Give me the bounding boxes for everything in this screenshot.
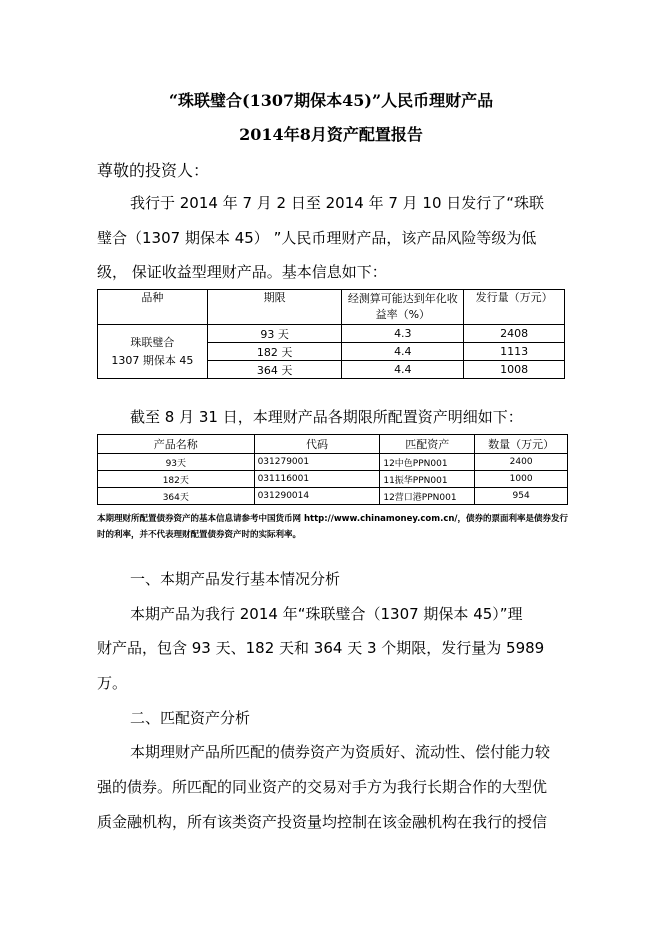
table-footnote: 本期理财所配置债券资产的基本信息请参考中国货币网 http://www.chinamoney.com.cn/，债券的票面利率是债券发行时的利率，并不代表理财配置债券资产时的实际利率。	[97, 514, 569, 540]
quantity-cell: 2400	[475, 454, 568, 471]
section1-line-2: 财产品，包含 93 天、182 天和 364 天 3 个期限，发行量为 5989	[97, 639, 545, 657]
section1-line-1: 本期产品为我行 2014 年“珠联璧合（1307 期保本 45）”理	[130, 605, 523, 623]
asset-cell: 11振华PPN001	[380, 471, 475, 488]
term-cell: 182 天	[207, 343, 342, 361]
table-row	[98, 488, 568, 505]
header-quantity: 数量（万元）	[475, 435, 568, 454]
amount-cell: 1008	[464, 361, 565, 379]
intro-line-2: 璧合（1307 期保本 45） ”人民币理财产品，该产品风险等级为低	[97, 229, 537, 247]
section2-heading: 二、匹配资产分析	[130, 709, 251, 727]
greeting: 尊敬的投资人：	[97, 161, 210, 180]
rate-cell: 4.3	[342, 325, 464, 343]
intro-line-3: 级， 保证收益型理财产品。基本信息如下：	[97, 263, 387, 281]
section2-line-1: 本期理财产品所匹配的债券资产为资质好、流动性、偿付能力较	[130, 743, 551, 761]
table-header-row	[98, 435, 568, 454]
asset-cell: 12营口港PPN001	[380, 488, 475, 505]
section2-line-3: 质金融机构，所有该类资产投资量均控制在该金融机构在我行的授信	[97, 813, 548, 831]
amount-cell: 1113	[464, 343, 565, 361]
product-name-cell: 182天	[98, 471, 255, 488]
quantity-cell: 1000	[475, 471, 568, 488]
rate-cell: 4.4	[342, 343, 464, 361]
header-product-name: 产品名称	[98, 435, 255, 454]
table-header-row	[98, 290, 565, 325]
term-cell: 93 天	[207, 325, 342, 343]
header-variety: 品种	[98, 290, 208, 325]
header-code: 代码	[254, 435, 380, 454]
header-yield: 经测算可能达到年化收益率（%）	[342, 290, 464, 325]
section1-heading: 一、本期产品发行基本情况分析	[130, 570, 341, 588]
product-name-cell: 93天	[98, 454, 255, 471]
report-title-line2: 2014年8月资产配置报告	[239, 125, 423, 144]
rate-cell: 4.4	[342, 361, 464, 379]
asset-cell: 12中色PPN001	[380, 454, 475, 471]
section1-line-3: 万。	[97, 674, 128, 692]
product-name-cell: 珠联璧合 1307 期保本 45	[98, 325, 208, 379]
table-row	[98, 471, 568, 488]
section2-line-2: 强的债券。所匹配的同业资产的交易对手方为我行长期合作的大型优	[97, 778, 548, 796]
header-matched-asset: 匹配资产	[380, 435, 475, 454]
quantity-cell: 954	[475, 488, 568, 505]
code-cell: 031116001	[254, 471, 380, 488]
product-info-table	[97, 289, 565, 379]
intro-line-1: 我行于 2014 年 7 月 2 日至 2014 年 7 月 10 日发行了“珠联	[130, 194, 545, 212]
asset-intro: 截至 8 月 31 日，本理财产品各期限所配置资产明细如下：	[130, 408, 523, 426]
amount-cell: 2408	[464, 325, 565, 343]
product-name-cell: 364天	[98, 488, 255, 505]
term-cell: 364 天	[207, 361, 342, 379]
table-row	[98, 325, 565, 343]
header-term: 期限	[207, 290, 342, 325]
table-row	[98, 454, 568, 471]
header-issue-amount: 发行量（万元）	[464, 290, 565, 325]
code-cell: 031290014	[254, 488, 380, 505]
code-cell: 031279001	[254, 454, 380, 471]
report-title-line1: “珠联璧合(1307期保本45)”人民币理财产品	[168, 91, 494, 110]
asset-detail-table	[97, 434, 568, 505]
